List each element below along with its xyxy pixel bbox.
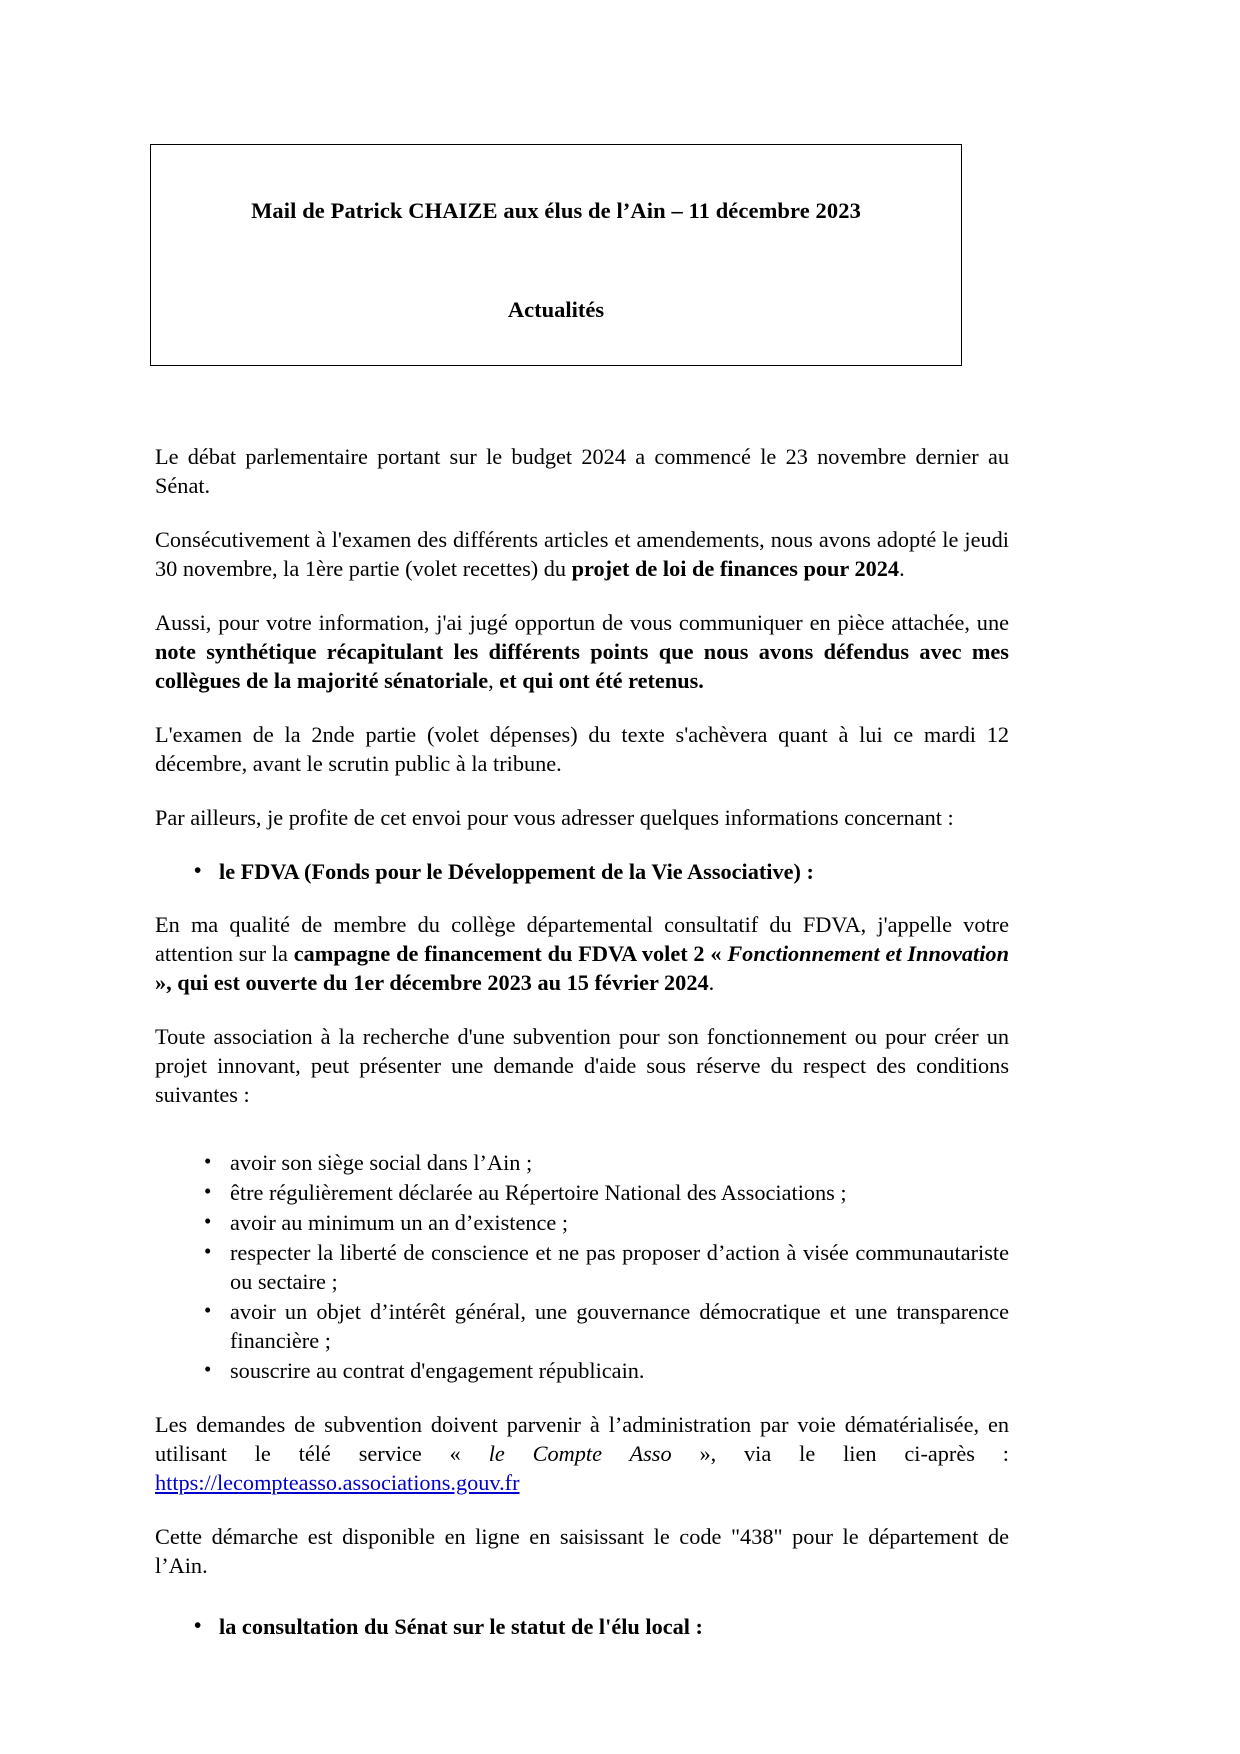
list-item-label: avoir un objet d’intérêt général, une gouvernance démocratique et une transparence financière ; — [230, 1298, 1009, 1353]
italic-run-compte-asso: le Compte Asso — [488, 1440, 672, 1466]
paragraph-association-conditions-intro — [155, 1023, 1009, 1110]
list-item — [230, 1209, 1009, 1238]
paragraph-fdva-campaign — [155, 911, 1009, 998]
paragraph-text: Le débat parlementaire portant sur le budget 2024 a commencé le 23 novembre dernier au Sénat. — [155, 444, 1009, 498]
page-subtitle: Actualités — [507, 297, 605, 322]
list-item-label: être régulièrement déclarée au Répertoire National des Associations ; — [230, 1179, 847, 1205]
header-box — [150, 144, 962, 366]
list-item — [230, 1357, 1009, 1386]
page-title: Mail de Patrick CHAIZE aux élus de l’Ain – 11 décembre 2023 — [251, 198, 861, 223]
list-item-label: respecter la liberté de conscience et ne pas proposer d’action à visée communautariste ou sectaire ; — [230, 1239, 1009, 1294]
paragraph-text: . — [708, 969, 715, 995]
section-heading-label: la consultation du Sénat sur le statut de l'élu local : — [219, 1613, 703, 1639]
section-heading-label: le FDVA (Fonds pour le Développement de la Vie Associative) : — [219, 858, 814, 884]
paragraph-text: Consécutivement à l'examen des différents articles et amendements, nous avons adopté le jeudi 30 novembre, la 1ère partie (volet recettes) du — [155, 526, 1009, 581]
paragraph-text: Les demandes de subvention doivent parvenir à l’administration par voie dématérialisée, en utilisant le télé service « — [155, 1411, 1009, 1466]
paragraph-text: », via le lien ci-après : — [671, 1440, 1009, 1466]
conditions-list — [155, 1149, 1009, 1386]
bold-run-campaign-start: campagne de financement du FDVA volet 2 « — [293, 940, 728, 966]
list-item-label: souscrire au contrat d'engagement républicain. — [230, 1357, 645, 1383]
list-item-label: avoir son siège social dans l’Ain ; — [230, 1149, 533, 1175]
bold-run-campaign-dates: », qui est ouverte du 1er décembre 2023 au 15 février 2024 — [155, 969, 709, 995]
list-item-label: avoir au minimum un an d’existence ; — [230, 1209, 569, 1235]
document-body — [155, 443, 1009, 1666]
section-heading-list-fdva — [155, 858, 1009, 887]
bold-run-finance-bill: projet de loi de finances pour 2024 — [571, 555, 900, 581]
list-item — [230, 1179, 1009, 1208]
paragraph-text: Cette démarche est disponible en ligne en saisissant le code "438" pour le département de l’Ain. — [155, 1523, 1009, 1578]
lecompteasso-link[interactable]: https://lecompteasso.associations.gouv.fr — [155, 1469, 520, 1495]
list-spacer — [155, 1135, 1009, 1149]
bold-run-retained: et qui ont été retenus. — [499, 667, 704, 693]
paragraph-department-code — [155, 1523, 1009, 1581]
paragraph-further-info — [155, 804, 1009, 833]
paragraph-second-part — [155, 721, 1009, 779]
paragraph-text: En ma qualité de membre du collège départemental consultatif du FDVA, j'appelle votre attention sur la — [155, 911, 1009, 966]
bold-run-synthetic-note: note synthétique récapitulant les différents points que nous avons défendus avec mes collègues de la majorité sénatoriale — [155, 638, 1009, 693]
bold-italic-run-funding-innovation: Fonctionnement et Innovation — [727, 940, 1009, 966]
paragraph-text: Par ailleurs, je profite de cet envoi pour vous adresser quelques informations concernant : — [155, 804, 954, 830]
paragraph-text: L'examen de la 2nde partie (volet dépenses) du texte s'achèvera quant à lui ce mardi 12 décembre, avant le scrutin public à la tribune. — [155, 721, 1009, 776]
section-heading-fdva — [219, 858, 1009, 887]
paragraph-budget-debate — [155, 443, 1009, 501]
paragraph-text: , — [488, 667, 500, 693]
list-item — [230, 1298, 1009, 1356]
section-heading-list-senat — [155, 1613, 1009, 1642]
paragraph-first-part-adopted — [155, 526, 1009, 584]
section-heading-senat — [219, 1613, 1009, 1642]
paragraph-text: . — [899, 555, 905, 581]
list-item — [230, 1149, 1009, 1178]
list-spacer — [155, 1606, 1009, 1613]
paragraph-text: Toute association à la recherche d'une subvention pour son fonctionnement ou pour créer un projet innovant, peut présenter une demande d'aide sous réserve du respect des conditions suivantes : — [155, 1023, 1009, 1107]
paragraph-text: Aussi, pour votre information, j'ai jugé opportun de vous communiquer en pièce attachée, une — [155, 609, 1009, 635]
paragraph-submission-procedure — [155, 1411, 1009, 1498]
paragraph-attached-note — [155, 609, 1009, 696]
list-item — [230, 1239, 1009, 1297]
